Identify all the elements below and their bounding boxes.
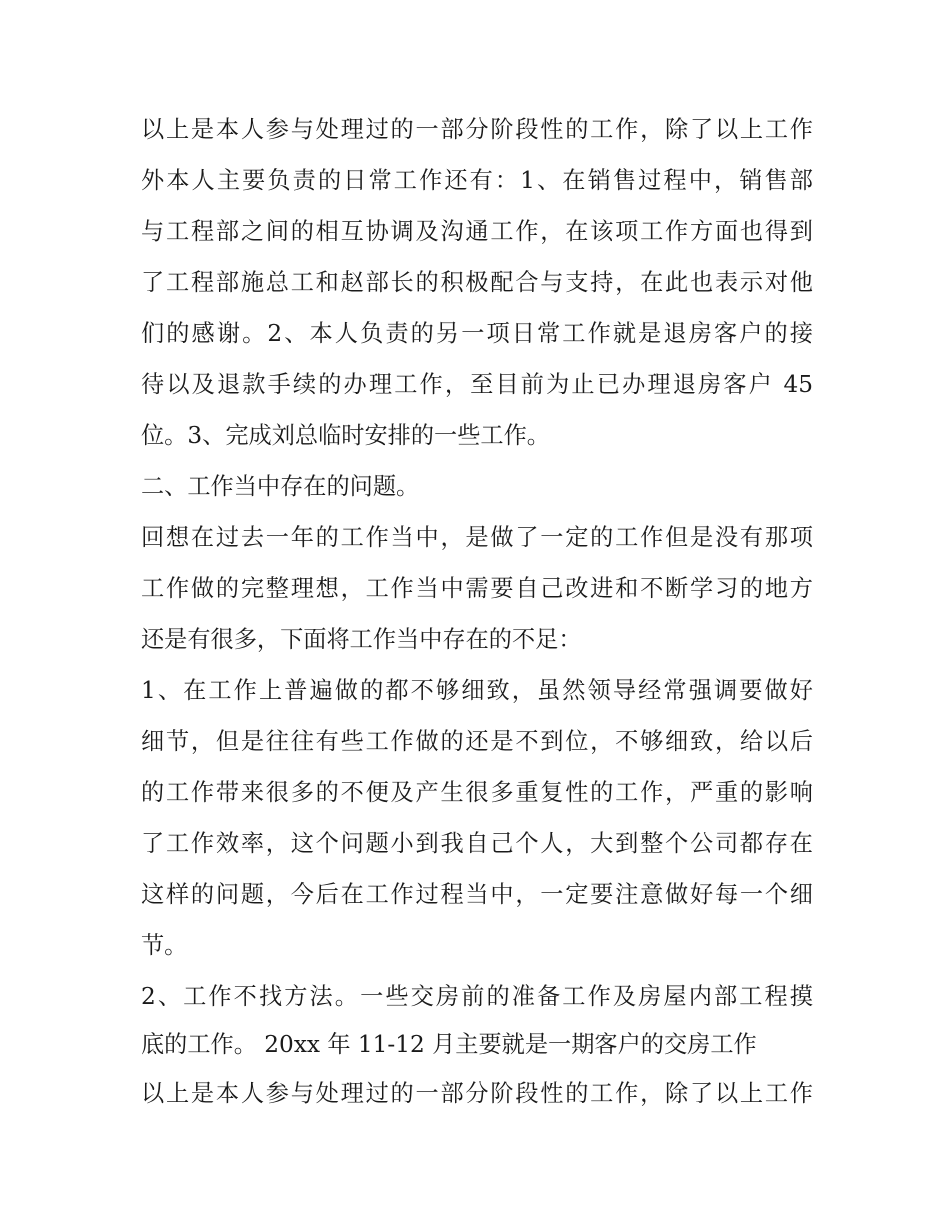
text-line: 2、工作不找方法。一些交房前的准备工作及房屋内部工程摸 bbox=[141, 983, 813, 1010]
text-line: 的工作带来很多的不便及产生很多重复性的工作，严重的影响 bbox=[141, 779, 813, 806]
text-line: 了工作效率，这个问题小到我自己个人，大到整个公司都存在 bbox=[141, 830, 813, 857]
text-line: 回想在过去一年的工作当中，是做了一定的工作但是没有那项 bbox=[141, 524, 813, 551]
text-line: 了工程部施总工和赵部长的积极配合与支持，在此也表示对他 bbox=[141, 269, 813, 296]
text-line: 这样的问题，今后在工作过程当中，一定要注意做好每一个细 bbox=[141, 881, 813, 908]
text-line: 外本人主要负责的日常工作还有：1、在销售过程中，销售部 bbox=[141, 167, 813, 194]
text-line: 与工程部之间的相互协调及沟通工作，在该项工作方面也得到 bbox=[141, 218, 813, 245]
text-line: 底的工作。 20xx 年 11-12 月主要就是一期客户的交房工作 bbox=[141, 1031, 757, 1058]
text-line: 以上是本人参与处理过的一部分阶段性的工作，除了以上工作 bbox=[141, 116, 813, 143]
text-line: 们的感谢。2、本人负责的另一项日常工作就是退房客户的接 bbox=[141, 320, 813, 347]
text-line: 节。 bbox=[141, 932, 188, 959]
text-line: 工作做的完整理想，工作当中需要自己改进和不断学习的地方 bbox=[141, 575, 813, 602]
text-line: 1、在工作上普遍做的都不够细致，虽然领导经常强调要做好 bbox=[141, 677, 813, 704]
text-line: 位。3、完成刘总临时安排的一些工作。 bbox=[141, 422, 550, 449]
text-line: 还是有很多，下面将工作当中存在的不足： bbox=[141, 626, 582, 653]
document-body bbox=[141, 104, 813, 1119]
text-line: 待以及退款手续的办理工作，至目前为止已办理退房客户 45 bbox=[141, 371, 813, 398]
section-heading: 二、工作当中存在的问题。 bbox=[141, 473, 420, 500]
text-line: 以上是本人参与处理过的一部分阶段性的工作，除了以上工作 bbox=[141, 1080, 813, 1107]
text-line: 细节，但是往往有些工作做的还是不到位，不够细致，给以后 bbox=[141, 728, 813, 755]
